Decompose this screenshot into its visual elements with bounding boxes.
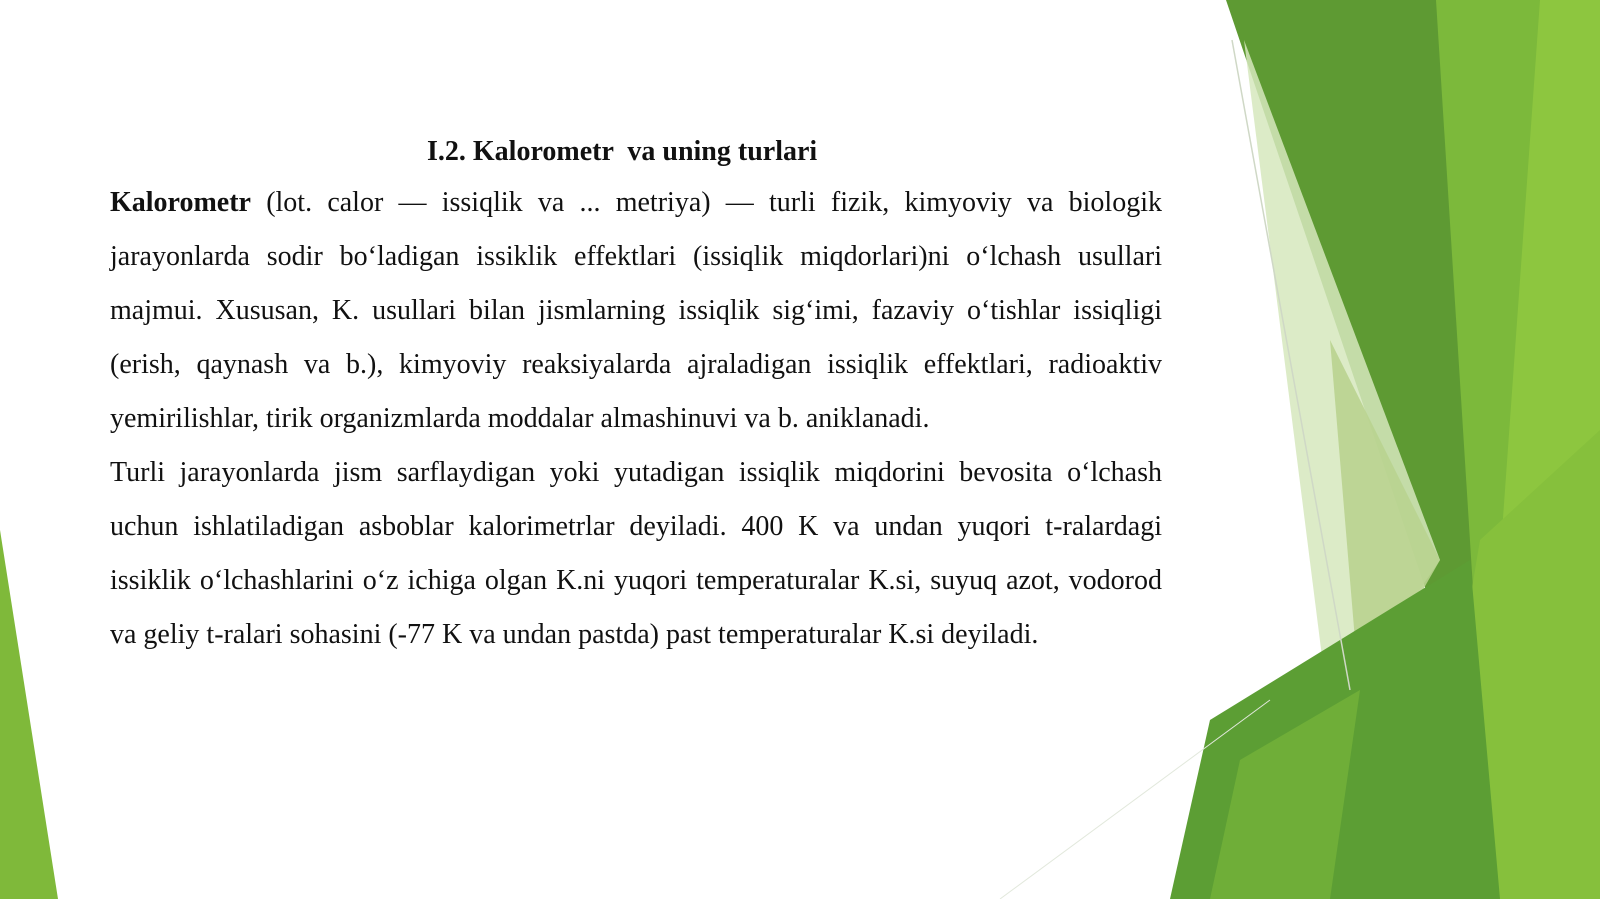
slide-content [110, 128, 1162, 662]
slide-title: I.2. Kalorometr va uning turlari [427, 136, 818, 167]
paragraph-definition [110, 176, 1162, 446]
left-green-wedge [0, 530, 58, 899]
paragraph-calorimeters: Turli jarayonlarda jism sarflaydigan yoki yutadigan issiqlik miqdorini bevosita o‘lchash uchun ishlatiladigan asboblar kalorimetrlar deyiladi. 400 K va undan yuqori t-ralardagi issiklik o‘lchashlarini o‘z ichiga olgan K.ni yuqori temperaturalar K.si, suyuq azot, vodorod va geliy t-ralari sohasini (-77 K va undan pastda) past temperaturalar K.si deyiladi. [110, 457, 1162, 650]
definition-text: (lot. calor — issiqlik va ... metriya) — turli fizik, kimyoviy va biologik jarayonlarda sodir bo‘ladigan issiklik effektlari (issiqlik miqdorlari)ni o‘lchash usullari majmui. Xususan, K. usullari bilan jismlarning issiqlik sig‘imi, fazaviy o‘tishlar issiqligi (erish, qaynash va b.), kimyoviy reaksiyalarda ajraladigan issiqlik effektlari, radioaktiv yemirilishlar, tirik organizmlarda moddalar almashinuvi va b. aniklanadi. [110, 187, 1162, 434]
term-kalorometr: Kalorometr [110, 187, 251, 218]
